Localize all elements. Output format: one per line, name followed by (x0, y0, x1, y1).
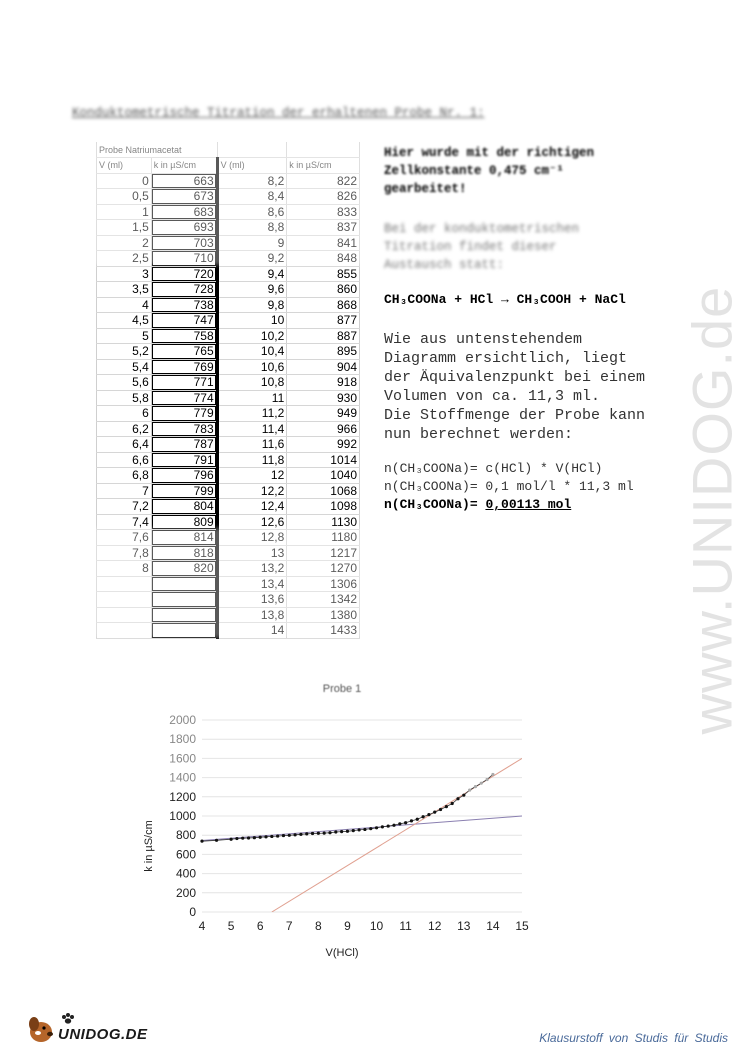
table-cell: 1,5 (97, 220, 152, 236)
table-cell: 11,8 (217, 452, 287, 468)
table-header-row (97, 158, 360, 174)
table-cell: 791 (151, 452, 217, 468)
x-tick-label: 14 (486, 919, 500, 933)
table-cell: 868 (287, 297, 360, 313)
table-cell: 820 (151, 561, 217, 577)
data-point (456, 797, 459, 800)
data-point (404, 821, 407, 824)
y-tick-label: 1800 (169, 732, 196, 747)
data-point (270, 835, 273, 838)
note-bold-line: Hier wurde mit der richtigen (384, 146, 595, 160)
table-cell: 992 (287, 437, 360, 453)
note-gray-line: Austausch statt: (384, 258, 505, 272)
data-point (474, 785, 477, 788)
table-cell: 771 (151, 375, 217, 391)
table-cell: 738 (151, 297, 217, 313)
table-row (97, 483, 360, 499)
table-cell: 1433 (287, 623, 360, 639)
data-point (282, 834, 285, 837)
table-cell: 11,2 (217, 406, 287, 422)
table-cell: 11,6 (217, 437, 287, 453)
table-row (97, 437, 360, 453)
data-point (357, 828, 360, 831)
page-heading: Konduktometrische Titration der erhaltenen Probe Nr. 1: (72, 106, 485, 120)
data-point (200, 840, 203, 843)
note-bold-line: gearbeitet! (384, 182, 467, 196)
table-cell: 9,2 (217, 251, 287, 267)
table-cell: 877 (287, 313, 360, 329)
trendline (202, 816, 522, 840)
data-point (410, 819, 413, 822)
table-row (97, 328, 360, 344)
note-cell-constant (384, 144, 704, 198)
table-title: Probe Natriumacetat (97, 142, 218, 158)
table-cell: 3 (97, 266, 152, 282)
explain-line: der Äquivalenzpunkt bei einem (384, 369, 646, 386)
table-cell: 8,6 (217, 204, 287, 220)
table-cell: 837 (287, 220, 360, 236)
x-tick-label: 7 (285, 919, 293, 933)
data-point (416, 818, 419, 821)
table-row (97, 530, 360, 546)
titration-chart (120, 672, 540, 972)
table-cell: 6,4 (97, 437, 152, 453)
data-point (229, 838, 232, 841)
data-point (253, 836, 256, 839)
table-row (97, 406, 360, 422)
table-cell: 2 (97, 235, 152, 251)
table-row (97, 173, 360, 189)
note-gray-line: Titration findet dieser (384, 240, 557, 254)
table-cell: 0,5 (97, 189, 152, 205)
empty-cell (287, 142, 360, 158)
data-point (387, 824, 390, 827)
data-point (462, 794, 465, 797)
table-cell: 5 (97, 328, 152, 344)
data-point (398, 822, 401, 825)
table-cell: 6,2 (97, 421, 152, 437)
data-point (317, 832, 320, 835)
table-cell: 1040 (287, 468, 360, 484)
table-cell: 833 (287, 204, 360, 220)
explain-line: Volumen von ca. 11,3 ml. (384, 388, 601, 405)
paw-icon (62, 1013, 74, 1024)
data-point (468, 788, 471, 791)
table-cell: 9,8 (217, 297, 287, 313)
table-cell: 1306 (287, 576, 360, 592)
table-row (97, 251, 360, 267)
table-cell: 13,6 (217, 592, 287, 608)
table-cell: 769 (151, 359, 217, 375)
table-cell: 4,5 (97, 313, 152, 329)
column-header: k in µS/cm (287, 158, 360, 174)
table-row (97, 297, 360, 313)
data-point (480, 782, 483, 785)
x-tick-label: 5 (227, 919, 235, 933)
table-cell: 918 (287, 375, 360, 391)
y-tick-label: 0 (189, 905, 196, 919)
table-row (97, 235, 360, 251)
column-header: V (ml) (217, 158, 287, 174)
table-cell: 809 (151, 514, 217, 530)
column-header: k in µS/cm (151, 158, 217, 174)
table-cell: 826 (287, 189, 360, 205)
table-cell (97, 623, 152, 639)
table-row (97, 282, 360, 298)
table-cell: 822 (287, 173, 360, 189)
table-row (97, 220, 360, 236)
explain-line: Die Stoffmenge der Probe kann (384, 407, 646, 424)
table-row (97, 499, 360, 515)
table-cell: 758 (151, 328, 217, 344)
table-cell: 10,4 (217, 344, 287, 360)
table-cell: 13,8 (217, 607, 287, 623)
calc-line-values: n(CH₃COONa)= 0,1 mol/l * 11,3 ml (384, 479, 634, 494)
table-cell: 841 (287, 235, 360, 251)
table-cell: 710 (151, 251, 217, 267)
logo-text[interactable]: UNIDOG.DE (58, 1026, 148, 1043)
data-point (241, 837, 244, 840)
table-cell: 7 (97, 483, 152, 499)
table-cell: 7,4 (97, 514, 152, 530)
table-row (97, 421, 360, 437)
table-cell: 11,4 (217, 421, 287, 437)
data-point (491, 773, 494, 776)
table-cell: 9,6 (217, 282, 287, 298)
data-point (235, 837, 238, 840)
table-cell: 728 (151, 282, 217, 298)
calc-line-formula: n(CH₃COONa)= c(HCl) * V(HCl) (384, 461, 603, 476)
table-row (97, 359, 360, 375)
table-cell: 693 (151, 220, 217, 236)
table-row (97, 204, 360, 220)
table-cell: 5,6 (97, 375, 152, 391)
data-point (439, 808, 442, 811)
table-cell: 12,8 (217, 530, 287, 546)
y-tick-label: 1000 (169, 809, 196, 823)
x-tick-label: 8 (315, 919, 322, 933)
table-cell: 12,6 (217, 514, 287, 530)
table-cell: 5,8 (97, 390, 152, 406)
table-cell: 796 (151, 468, 217, 484)
table-cell: 783 (151, 421, 217, 437)
table-cell: 14 (217, 623, 287, 639)
calc-result-label: n(CH₃COONa)= (384, 497, 478, 512)
table-cell: 1130 (287, 514, 360, 530)
table-cell: 720 (151, 266, 217, 282)
y-axis-label: k in µS/cm (143, 820, 155, 872)
table-cell: 3,5 (97, 282, 152, 298)
table-cell: 11 (217, 390, 287, 406)
table-cell: 673 (151, 189, 217, 205)
table-cell: 774 (151, 390, 217, 406)
table-row (97, 623, 360, 639)
data-point (299, 833, 302, 836)
table-cell: 663 (151, 173, 217, 189)
chart-title: Probe 1 (322, 683, 362, 695)
data-point (346, 830, 349, 833)
data-point (340, 830, 343, 833)
x-tick-label: 11 (399, 919, 412, 933)
data-point (293, 833, 296, 836)
table-cell: 5,4 (97, 359, 152, 375)
table-cell: 13,2 (217, 561, 287, 577)
table-cell: 8 (97, 561, 152, 577)
calc-result (384, 496, 634, 514)
data-point (323, 831, 326, 834)
table-cell: 10,6 (217, 359, 287, 375)
table-cell: 814 (151, 530, 217, 546)
table-cell (151, 607, 217, 623)
table-title-row (97, 142, 360, 158)
data-point (276, 834, 279, 837)
table-cell: 848 (287, 251, 360, 267)
table-cell: 13,4 (217, 576, 287, 592)
table-cell: 8,8 (217, 220, 287, 236)
note-exchange (384, 220, 704, 274)
table-cell: 765 (151, 344, 217, 360)
table-cell: 9,4 (217, 266, 287, 282)
table-cell: 949 (287, 406, 360, 422)
table-cell: 904 (287, 359, 360, 375)
table-cell: 9 (217, 235, 287, 251)
table-cell: 7,6 (97, 530, 152, 546)
table-cell: 2,5 (97, 251, 152, 267)
table-cell: 8,2 (217, 173, 287, 189)
table-row (97, 468, 360, 484)
titration-table (96, 142, 360, 639)
table-cell: 787 (151, 437, 217, 453)
data-point (485, 778, 488, 781)
x-tick-label: 13 (457, 919, 471, 933)
table-cell: 6,8 (97, 468, 152, 484)
table-cell: 1180 (287, 530, 360, 546)
table-cell: 0 (97, 173, 152, 189)
empty-cell (217, 142, 287, 158)
y-tick-label: 800 (175, 828, 196, 843)
table-cell: 703 (151, 235, 217, 251)
explain-line: nun berechnet werden: (384, 426, 574, 443)
data-point (328, 831, 331, 834)
table-cell: 12,4 (217, 499, 287, 515)
site-watermark: www.UNIDOG.de (680, 285, 744, 735)
x-tick-label: 10 (369, 919, 384, 933)
table-cell: 10,8 (217, 375, 287, 391)
data-point (369, 827, 372, 830)
table-cell: 10,2 (217, 328, 287, 344)
data-point (264, 835, 267, 838)
table-cell: 5,2 (97, 344, 152, 360)
data-point (375, 826, 378, 829)
y-tick-label: 1200 (169, 789, 196, 804)
table-cell: 4 (97, 297, 152, 313)
explanation-text (384, 330, 704, 444)
data-point (427, 813, 430, 816)
table-row (97, 375, 360, 391)
note-gray-line: Bei der konduktometrischen (384, 222, 580, 236)
x-tick-label: 4 (198, 919, 206, 933)
table-cell: 799 (151, 483, 217, 499)
table-cell (151, 576, 217, 592)
data-point (445, 805, 448, 808)
y-tick-label: 200 (175, 885, 196, 900)
table-row (97, 344, 360, 360)
table-row (97, 607, 360, 623)
table-cell: 1342 (287, 592, 360, 608)
data-point (215, 839, 218, 842)
data-point (363, 828, 366, 831)
footer-tagline: Klausurstoff von Studis für Studis (539, 1031, 728, 1045)
table-row (97, 592, 360, 608)
table-cell: 6,6 (97, 452, 152, 468)
table-cell: 966 (287, 421, 360, 437)
reaction-equation: CH₃COONa + HCl → CH₃COOH + NaCl (384, 292, 626, 307)
table-cell: 1217 (287, 545, 360, 561)
table-cell: 818 (151, 545, 217, 561)
data-point (247, 836, 250, 839)
x-tick-label: 15 (515, 919, 529, 933)
table-row (97, 390, 360, 406)
data-point (421, 815, 424, 818)
table-cell: 1 (97, 204, 152, 220)
table-row (97, 561, 360, 577)
table-cell: 7,2 (97, 499, 152, 515)
table-cell: 855 (287, 266, 360, 282)
table-cell: 1014 (287, 452, 360, 468)
table-cell: 10 (217, 313, 287, 329)
table-row (97, 189, 360, 205)
table-cell: 930 (287, 390, 360, 406)
table-row (97, 452, 360, 468)
table-cell: 6 (97, 406, 152, 422)
table-row (97, 514, 360, 530)
table-cell: 895 (287, 344, 360, 360)
x-tick-label: 9 (344, 919, 351, 933)
explain-line: Wie aus untenstehendem (384, 331, 583, 348)
data-point (259, 836, 262, 839)
table-cell: 12,2 (217, 483, 287, 499)
y-tick-label: 600 (175, 847, 196, 862)
x-tick-label: 6 (256, 919, 264, 933)
table-cell: 13 (217, 545, 287, 561)
table-cell (97, 592, 152, 608)
table-cell: 804 (151, 499, 217, 515)
table-cell: 683 (151, 204, 217, 220)
table-cell (151, 592, 217, 608)
table-row (97, 545, 360, 561)
data-point (433, 811, 436, 814)
dog-mascot-icon (29, 1017, 53, 1042)
calc-result-value: 0,00113 mol (485, 497, 572, 512)
table-cell: 1270 (287, 561, 360, 577)
x-axis-label: V(HCl) (325, 947, 359, 959)
data-point (334, 830, 337, 833)
table-cell: 779 (151, 406, 217, 422)
table-cell: 887 (287, 328, 360, 344)
explain-line: Diagramm ersichtlich, liegt (384, 350, 628, 367)
table-cell: 12 (217, 468, 287, 484)
table-cell: 7,8 (97, 545, 152, 561)
table-row (97, 313, 360, 329)
table-row (97, 266, 360, 282)
y-tick-label: 1400 (169, 770, 196, 785)
column-header: V (ml) (97, 158, 152, 174)
x-tick-label: 12 (428, 919, 442, 933)
data-point (352, 829, 355, 832)
table-cell: 747 (151, 313, 217, 329)
y-tick-label: 400 (175, 866, 196, 881)
table-cell (97, 607, 152, 623)
table-row (97, 576, 360, 592)
table-cell: 1098 (287, 499, 360, 515)
data-point (381, 825, 384, 828)
table-cell (151, 623, 217, 639)
calculation-block (384, 460, 634, 514)
data-point (288, 834, 291, 837)
data-point (451, 802, 454, 805)
data-point (392, 824, 395, 827)
table-cell: 1380 (287, 607, 360, 623)
data-point (311, 832, 314, 835)
table-cell: 8,4 (217, 189, 287, 205)
table-cell (97, 576, 152, 592)
y-tick-label: 1600 (169, 751, 196, 766)
y-tick-label: 2000 (169, 713, 196, 727)
note-bold-line: Zellkonstante 0,475 cm⁻¹ (384, 164, 565, 178)
table-cell: 860 (287, 282, 360, 298)
data-point (305, 832, 308, 835)
table-cell: 1068 (287, 483, 360, 499)
